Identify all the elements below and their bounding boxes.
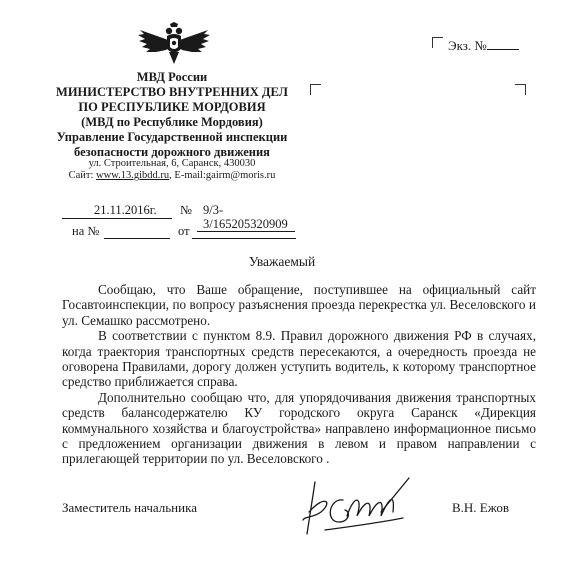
from-label: от (178, 224, 190, 238)
postal-address: ул. Строительная, 6, Саранск, 430030 (88, 158, 256, 169)
reply-to-label: на № (72, 224, 100, 238)
number-value-1: 9/3- (203, 203, 224, 217)
body-paragraph-3: Дополнительно сообщаю что, для упорядочивания движения транспортных средств балансодержателю КУ городского округа Саранск «Дирекция коммунального хозяйства и благоустройства» направлено информационное письмо с предложением организации движения в левом и правом направлении с прилегающей территории по ул. Веселовского . (62, 389, 536, 467)
exemplar-blank (487, 49, 519, 50)
reply-number-underline (104, 238, 170, 239)
body-paragraph-2: В соответствии с пунктом 8.9. Правил дорожного движения РФ в случаях, когда траектория транспортных средств пересекаются, а очередность проезда не оговорена Правилами, дорогу должен уступить водитель, к которому транспортное средство приближается справа. (62, 328, 536, 390)
number-value-2: 3/165205320909 (203, 217, 288, 231)
site-label: Сайт: (68, 170, 94, 181)
ministry-full-line-2: ПО РЕСПУБЛИКЕ МОРДОВИЯ (78, 100, 266, 114)
email-label: , E-mail: (169, 170, 206, 181)
ministry-short: МВД России (136, 70, 208, 84)
date-underline (62, 218, 172, 219)
exemplar-number (448, 38, 519, 54)
greeting: Уважаемый (248, 254, 316, 269)
email-address: gairm@moris.ru (205, 170, 276, 181)
letter-date: 21.11.2016г. (94, 203, 157, 217)
corner-mark (432, 37, 443, 48)
site-link[interactable]: www.13.gibdd.ru (96, 170, 170, 181)
number-label: № (180, 203, 192, 217)
corner-mark (515, 84, 526, 95)
signatory-title: Заместитель начальника (62, 500, 197, 515)
signatory-name: В.Н. Ежов (452, 500, 510, 515)
handwritten-signature (285, 472, 415, 540)
corner-mark (310, 84, 321, 95)
number-underline (197, 231, 295, 232)
exemplar-label: Экз. № (448, 38, 487, 53)
ministry-full-line-1: МИНИСТЕРСТВО ВНУТРЕННИХ ДЕЛ (56, 85, 288, 99)
contact-line (52, 170, 292, 182)
department-line-2: безопасности дорожного движения (74, 145, 270, 159)
ministry-address (52, 158, 292, 182)
body-paragraph-1: Сообщаю, что Ваше обращение, поступившее на официальный сайт Госавтоинспекции, по вопросу разъяснения проезда перекрестка ул. Веселовского и ул. Семашко рассмотрено. (62, 282, 536, 328)
reply-date-underline (192, 238, 296, 239)
eagle-emblem-icon (136, 22, 212, 66)
ministry-abbreviation: (МВД по Республике Мордовия) (81, 115, 263, 129)
department-line-1: Управление Государственной инспекции (56, 130, 288, 144)
letter-body (62, 282, 536, 467)
ministry-header (52, 70, 292, 160)
